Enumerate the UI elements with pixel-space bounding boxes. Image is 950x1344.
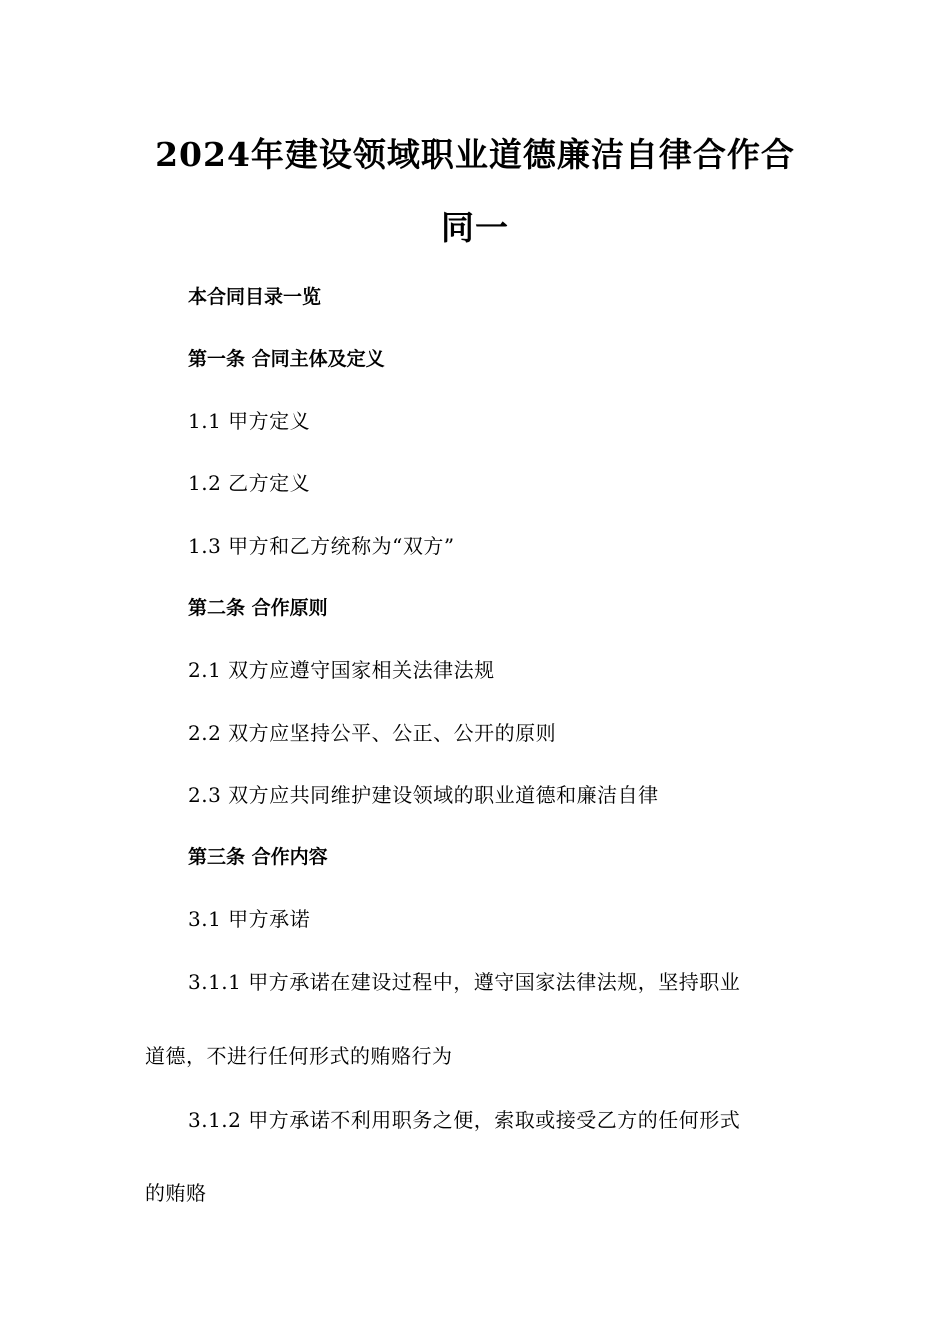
clause-2-2: 2.2 双方应坚持公平、公正、公开的原则 [188,721,557,745]
document-title-line-1: 2024年建设领域职业道德廉洁自律合作合 [155,135,795,174]
document-title-line-2: 同一 [441,208,509,247]
clause-3-1-2-line-2: 的贿赂 [145,1181,207,1205]
clause-1-2: 1.2 乙方定义 [188,471,311,495]
toc-heading: 本合同目录一览 [188,286,322,308]
clause-3-1-2-line-1: 3.1.2 甲方承诺不利用职务之便，索取或接受乙方的任何形式 [188,1108,741,1132]
clause-2-1: 2.1 双方应遵守国家相关法律法规 [188,658,495,682]
article-2-heading: 第二条 合作原则 [188,597,328,619]
clause-1-3: 1.3 甲方和乙方统称为“双方” [188,534,455,558]
clause-1-1: 1.1 甲方定义 [188,409,311,433]
clause-3-1-1-line-1: 3.1.1 甲方承诺在建设过程中，遵守国家法律法规，坚持职业 [188,970,741,994]
clause-3-1-1-line-2: 道德，不进行任何形式的贿赂行为 [145,1044,453,1068]
article-3-heading: 第三条 合作内容 [188,846,328,868]
clause-3-1: 3.1 甲方承诺 [188,907,311,931]
clause-2-3: 2.3 双方应共同维护建设领域的职业道德和廉洁自律 [188,783,659,807]
article-1-heading: 第一条 合同主体及定义 [188,348,385,370]
